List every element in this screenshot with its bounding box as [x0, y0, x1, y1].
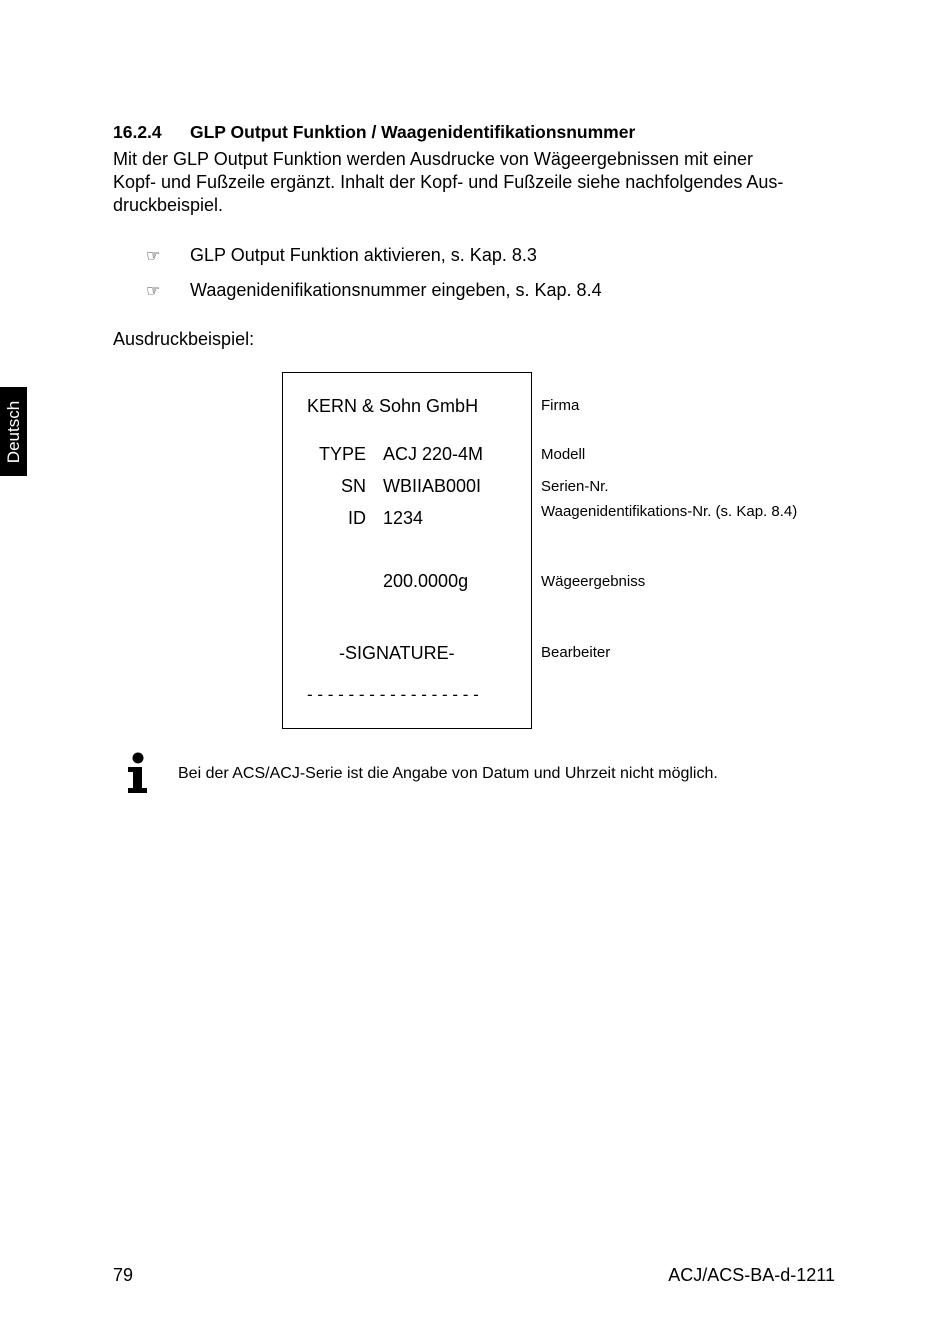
page-number: 79	[113, 1265, 134, 1285]
example-label: Ausdruckbeispiel:	[113, 329, 255, 349]
section-title: GLP Output Funktion / Waagenidentifikationsnummer	[190, 122, 636, 142]
printout-type-value: ACJ 220-4M	[383, 444, 484, 464]
printout-id-value: 1234	[383, 508, 424, 528]
step-item	[146, 280, 602, 301]
printout-company: KERN & Sohn GmbH	[307, 396, 479, 416]
pointing-hand-icon: ☞	[146, 283, 161, 300]
printout-sn-value: WBIIAB000I	[383, 476, 482, 496]
printout-dash-line: - - - - - - - - - - - - - - - - -	[307, 685, 479, 704]
info-icon	[124, 752, 152, 794]
section-number: 16.2.4	[113, 122, 162, 142]
printout-sn-key: SN	[340, 476, 366, 496]
printout-id-key: ID	[348, 508, 366, 528]
annotation-serial: Serien-Nr.	[541, 478, 609, 495]
info-note-text: Bei der ACS/ACJ-Serie ist die Angabe von Datum und Uhrzeit nicht möglich.	[178, 765, 718, 782]
step-item	[146, 245, 537, 266]
intro-line: Kopf- und Fußzeile ergänzt. Inhalt der Kopf- und Fußzeile siehe nachfolgendes Aus-	[113, 172, 784, 192]
language-side-tab	[0, 387, 27, 476]
pointing-hand-icon: ☞	[146, 248, 161, 265]
step-text: Waagenidenifikationsnummer eingeben, s. Kap. 8.4	[190, 280, 602, 300]
intro-line: druckbeispiel.	[113, 195, 224, 215]
printout-signature: -SIGNATURE-	[339, 643, 455, 663]
printout-result: 200.0000g	[383, 571, 469, 591]
section-heading	[113, 122, 635, 143]
annotation-result: Wägeergebniss	[541, 573, 646, 590]
language-side-tab-label: Deutsch	[3, 400, 23, 463]
step-text: GLP Output Funktion aktivieren, s. Kap. 8.3	[190, 245, 537, 265]
intro-line: Mit der GLP Output Funktion werden Ausdrucke von Wägeergebnissen mit einer	[113, 149, 754, 169]
annotation-id: Waagenidentifikations-Nr. (s. Kap. 8.4)	[541, 503, 798, 520]
annotation-signature: Bearbeiter	[541, 644, 611, 661]
printout-type-key: TYPE	[318, 444, 366, 464]
annotation-model: Modell	[541, 446, 586, 463]
document-code: ACJ/ACS-BA-d-1211	[668, 1265, 835, 1285]
intro-paragraph	[113, 148, 838, 217]
annotation-company: Firma	[541, 397, 580, 414]
printout-box	[282, 372, 532, 729]
